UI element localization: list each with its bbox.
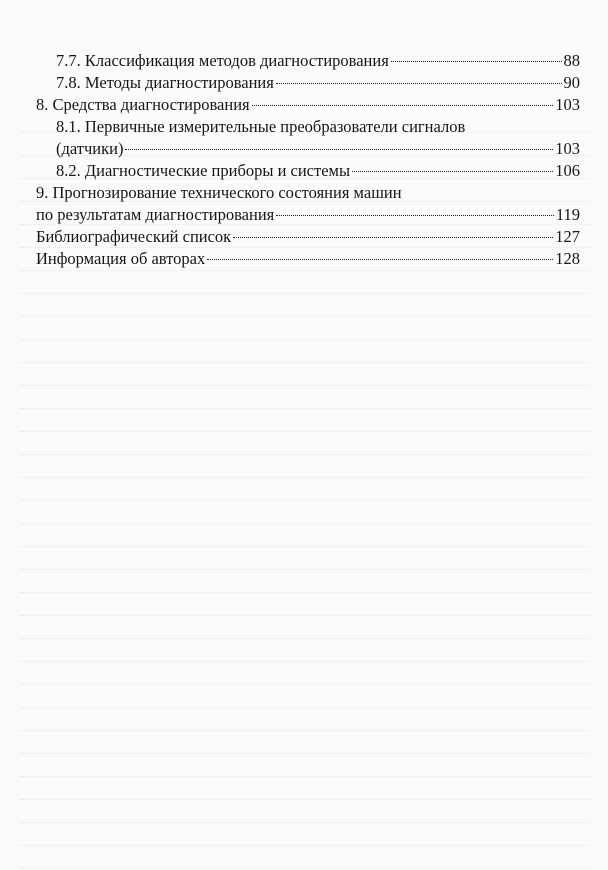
toc-entry-title: 7.8. Методы диагностирования <box>56 73 274 92</box>
toc-page-number: 128 <box>555 249 580 268</box>
dot-leader <box>252 105 554 106</box>
dot-leader <box>391 61 562 62</box>
toc-page-number: 119 <box>555 205 580 224</box>
dot-leader <box>125 149 553 150</box>
toc-entry-title: 8.2. Диагностические приборы и системы <box>56 161 351 180</box>
toc-page-number: 103 <box>555 139 580 158</box>
toc-entry-8-2[interactable] <box>36 160 580 182</box>
toc-entry-title: (датчики) <box>56 139 124 158</box>
toc-entry-8[interactable] <box>36 94 580 116</box>
toc-page-number: 103 <box>555 95 580 114</box>
toc-entry-authors[interactable] <box>36 248 580 270</box>
toc-entry-title: Информация об авторах <box>36 249 206 268</box>
toc-entry-8-1[interactable] <box>36 138 580 160</box>
toc-entry-title: по результатам диагностирования <box>36 205 275 224</box>
toc-entry-9-first-line[interactable]: 9. Прогнозирование технического состояния машин <box>36 183 402 202</box>
dot-leader <box>233 237 553 238</box>
toc-entry-7-8[interactable] <box>36 72 580 94</box>
toc-page-number: 127 <box>555 227 580 246</box>
toc-page-number: 106 <box>555 161 580 180</box>
toc-page-number: 88 <box>563 51 580 70</box>
toc-entry-8-1-first-line[interactable]: 8.1. Первичные измерительные преобразователи сигналов <box>56 117 466 136</box>
dot-leader <box>352 171 553 172</box>
toc-entry-title: Библиографический список <box>36 227 232 246</box>
table-of-contents <box>36 50 580 270</box>
toc-entry-bibliography[interactable] <box>36 226 580 248</box>
dot-leader <box>276 83 562 84</box>
dot-leader <box>207 259 553 260</box>
toc-entry-9[interactable] <box>36 204 580 226</box>
dot-leader <box>276 215 554 216</box>
toc-entry-title: 7.7. Классификация методов диагностирования <box>56 51 389 70</box>
toc-entry-7-7[interactable] <box>36 50 580 72</box>
toc-page-number: 90 <box>563 73 580 92</box>
toc-entry-title: 8. Средства диагностирования <box>36 95 250 114</box>
